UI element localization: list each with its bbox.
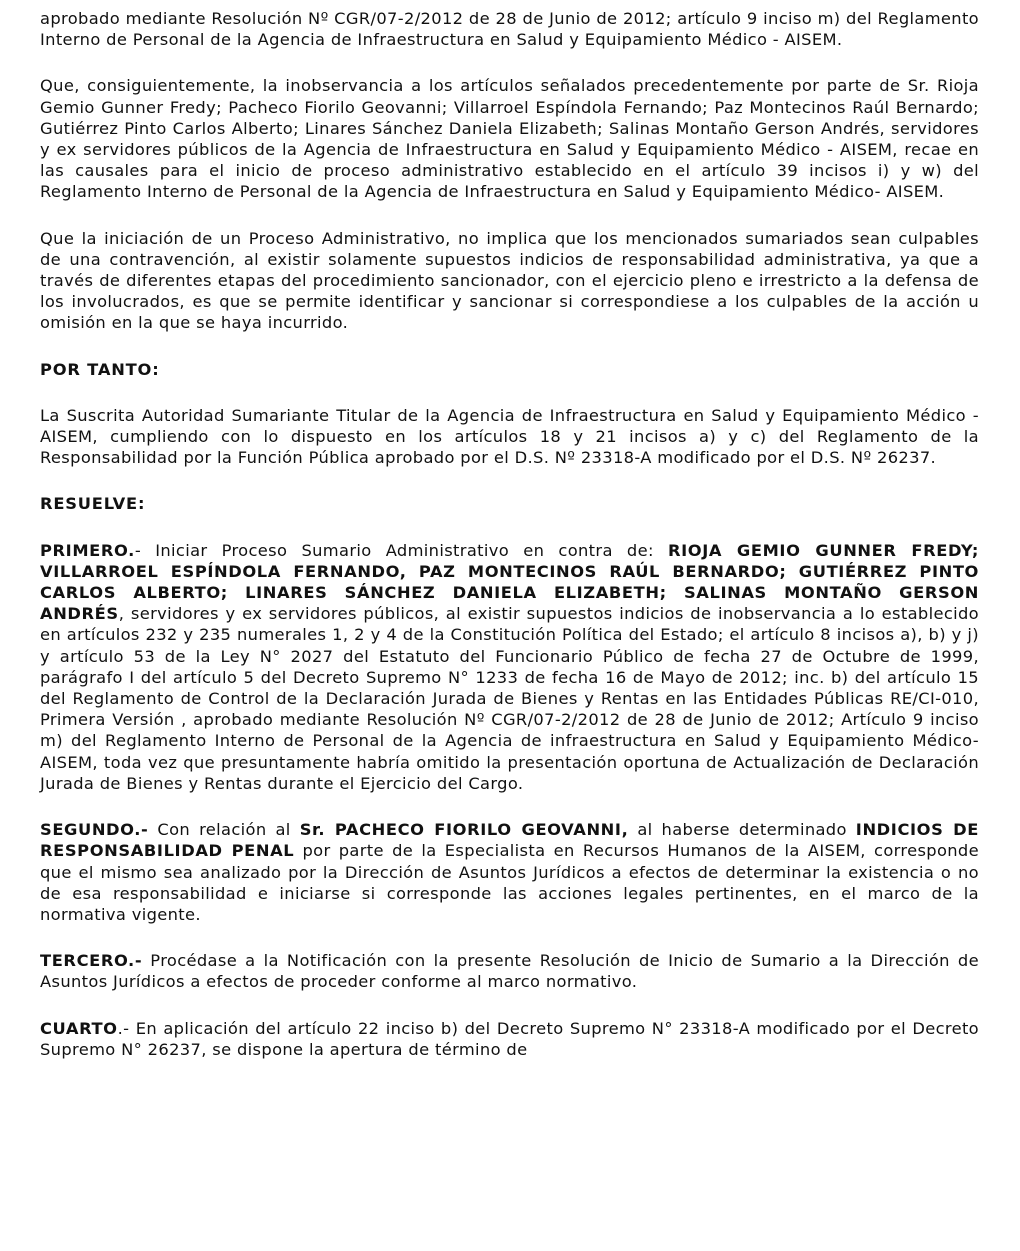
clause-primero — [40, 540, 979, 794]
clause-primero-names: RIOJA GEMIO GUNNER FREDY; VILLARROEL ESPÍNDOLA FERNANDO, PAZ MONTECINOS RAÚL BERNARDO; GUTIÉRREZ PINTO CARLOS ALBERTO; LINARES SÁNCHEZ DANIELA ELIZABETH; SALINAS MONTAÑO GERSON ANDRÉS — [40, 540, 979, 624]
clause-primero-text-1: - Iniciar Proceso Sumario Administrativo en contra de: — [134, 540, 668, 560]
clause-segundo-text-3: por parte de la Especialista en Recursos Humanos de la AISEM, corresponde que el mismo sea analizado por la Dirección de Asuntos Jurídicos a efectos de determinar la existencia o no de esa responsabilidad e iniciarse si corresponde las acciones legales pertinentes, en el marco de la normativa vigente. — [40, 841, 979, 924]
clause-cuarto-label: CUARTO — [40, 1018, 118, 1038]
clause-cuarto — [40, 1018, 979, 1060]
clause-tercero-text: Procédase a la Notificación con la presente Resolución de Inicio de Sumario a la Dirección de Asuntos Jurídicos a efectos de proceder conforme al marco normativo. — [40, 951, 979, 992]
document-page — [40, 0, 979, 1060]
clause-primero-text-2: , servidores y ex servidores públicos, al existir supuestos indicios de inobservancia a lo establecido en artículos 232 y 235 numerales 1, 2 y 4 de la Constitución Política del Estado; el artículo 8 incisos a), b) y j) y artículo 53 de la Ley N° 2027 del Estatuto del Funcionario Público de fecha 27 de Octubre de 1999, parágrafo I del artículo 5 del Decreto Supremo N° 1233 de fecha 16 de Mayo de 2012; inc. b) del artículo 15 del Reglamento de Control de la Declaración Jurada de Bienes y Rentas en las Entidades Públicas RE/CI-010, Primera Versión , aprobado mediante Resolución Nº CGR/07-2/2012 de 28 de Junio de 2012; Artículo 9 inciso m) del Reglamento Interno de Personal de la Agencia de infraestructura en Salud y Equipamiento Médico- AISEM, toda vez que presuntamente habría omitido la presentación oportuna de Actualización de Declaración Jurada de Bienes y Rentas durante el Ejercicio del Cargo. — [40, 604, 979, 793]
paragraph-inobservancia: Que, consiguientemente, la inobservancia a los artículos señalados precedentemente por parte de Sr. Rioja Gemio Gunner Fredy; Pacheco Fiorilo Geovanni; Villarroel Espíndola Fernando; Paz Montecinos Raúl Bernardo; Gutiérrez Pinto Carlos Alberto; Linares Sánchez Daniela Elizabeth; Salinas Montaño Gerson Andrés, servidores y ex servidores públicos de la Agencia de Infraestructura en Salud y Equipamiento Médico - AISEM, recae en las causales para el inicio de proceso administrativo establecido en el artículo 39 incisos i) y w) del Reglamento Interno de Personal de la Agencia de Infraestructura en Salud y Equipamiento Médico- AISEM. — [40, 76, 979, 202]
clause-segundo-text-2: al haberse determinado — [628, 820, 856, 840]
clause-segundo-label: SEGUNDO.- — [40, 820, 149, 840]
clause-cuarto-text: .- En aplicación del artículo 22 inciso b) del Decreto Supremo N° 23318-A modificado por el Decreto Supremo N° 26237, se dispone la apertura de término de — [40, 1018, 979, 1059]
clause-primero-label: PRIMERO. — [40, 540, 135, 560]
heading-resuelve: RESUELVE: — [40, 494, 146, 514]
paragraph-resolution-reference: aprobado mediante Resolución Nº CGR/07-2/2012 de 28 de Junio de 2012; artículo 9 inciso m) del Reglamento Interno de Personal de la Agencia de Infraestructura en Salud y Equipamiento Médico - AISEM. — [40, 9, 979, 50]
paragraph-autoridad-sumariante: La Suscrita Autoridad Sumariante Titular de la Agencia de Infraestructura en Salud y Equipamiento Médico - AISEM, cumpliendo con lo dispuesto en los artículos 18 y 21 incisos a) y c) del Reglamento de la Responsabilidad por la Función Pública aprobado por el D.S. Nº 23318-A modificado por el D.S. Nº 26237. — [40, 405, 979, 468]
clause-segundo-text-1: Con relación al — [148, 820, 300, 840]
clause-segundo-indicios: INDICIOS DE RESPONSABILIDAD PENAL — [40, 820, 979, 861]
paragraph-iniciacion-proceso: Que la iniciación de un Proceso Administrativo, no implica que los mencionados sumariados sean culpables de una contravención, al existir solamente supuestos indicios de responsabilidad administrativa, ya que a través de diferentes etapas del procedimiento sancionador, con el ejercicio pleno e irrestricto a la defensa de los involucrados, es que se permite identificar y sancionar si correspondiese a los culpables de la acción u omisión en la que se haya incurrido. — [40, 228, 979, 333]
clause-segundo-name: Sr. PACHECO FIORILO GEOVANNI, — [299, 820, 629, 840]
clause-segundo — [40, 819, 979, 925]
heading-por-tanto: POR TANTO: — [40, 359, 160, 379]
clause-tercero — [40, 950, 979, 992]
clause-tercero-label: TERCERO.- — [40, 951, 143, 971]
